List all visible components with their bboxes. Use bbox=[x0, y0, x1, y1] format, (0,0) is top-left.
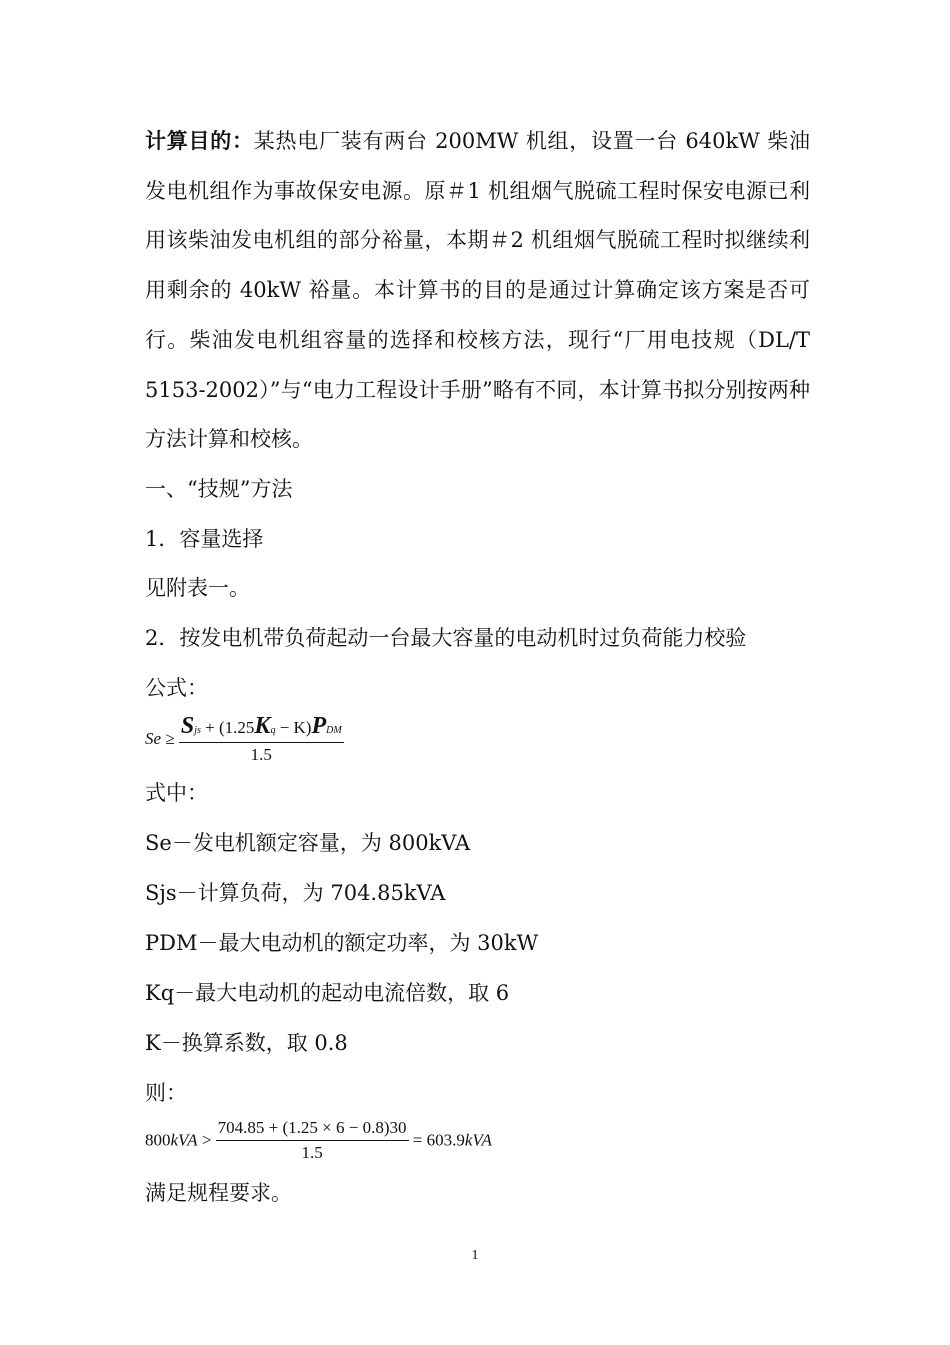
formula2-numerator: 704.85 + (1.25 × 6 − 0.8)30 bbox=[216, 1118, 409, 1141]
section-heading-1: 一、“技规”方法 bbox=[145, 477, 293, 501]
item-capacity-note: 见附表一。 bbox=[145, 576, 250, 600]
formula1-numerator: Sjs + (1.25Kq − K)PDM bbox=[179, 713, 344, 743]
formula1-denominator: 1.5 bbox=[250, 745, 272, 764]
formula1-fraction bbox=[179, 713, 344, 765]
definition-kq: Kq－最大电动机的起动电流倍数，取 6 bbox=[145, 981, 510, 1005]
formula-label: 公式： bbox=[145, 676, 208, 700]
definition-pdm: PDM－最大电动机的额定功率，为 30kW bbox=[145, 931, 539, 955]
where-label: 式中： bbox=[145, 781, 208, 805]
formula2-denominator: 1.5 bbox=[301, 1143, 323, 1162]
item-capacity-selection: 1．容量选择 bbox=[145, 527, 264, 551]
formula-capacity-check bbox=[145, 713, 344, 765]
conclusion: 满足规程要求。 bbox=[145, 1181, 292, 1205]
formula2-fraction bbox=[216, 1118, 409, 1163]
intro-label: 计算目的： bbox=[145, 128, 254, 153]
then-label: 则： bbox=[145, 1081, 187, 1105]
definition-se: Se－发电机额定容量，为 800kVA bbox=[145, 831, 471, 855]
page-number: 1 bbox=[471, 1248, 479, 1263]
definition-sjs: Sjs－计算负荷，为 704.85kVA bbox=[145, 881, 446, 905]
formula-calculation bbox=[145, 1118, 492, 1163]
formula2-lhs: 800kVA > bbox=[145, 1130, 212, 1150]
formula2-rhs: = 603.9kVA bbox=[412, 1130, 492, 1150]
formula1-lhs: Se ≥ bbox=[145, 729, 175, 748]
intro-paragraph bbox=[145, 116, 810, 465]
definition-k: K－换算系数，取 0.8 bbox=[145, 1031, 348, 1055]
intro-text: 某热电厂装有两台 200MW 机组，设置一台 640kW 柴油发电机组作为事故保安电源。原＃1 机组烟气脱硫工程时保安电源已利用该柴油发电机组的部分裕量，本期＃2 机组烟气脱硫工程时拟继续利用剩余的 40kW 裕量。本计算书的目的是通过计算确定该方案是否可行。柴油发电机组容量的选择和校核方法，现行“厂用电技规（DL/T 5153-2002）”与“电力工程设计手册”略有不同，本计算书拟分别按两种方法计算和校核。 bbox=[145, 129, 810, 452]
item-overload-check: 2．按发电机带负荷起动一台最大容量的电动机时过负荷能力校验 bbox=[145, 626, 747, 650]
